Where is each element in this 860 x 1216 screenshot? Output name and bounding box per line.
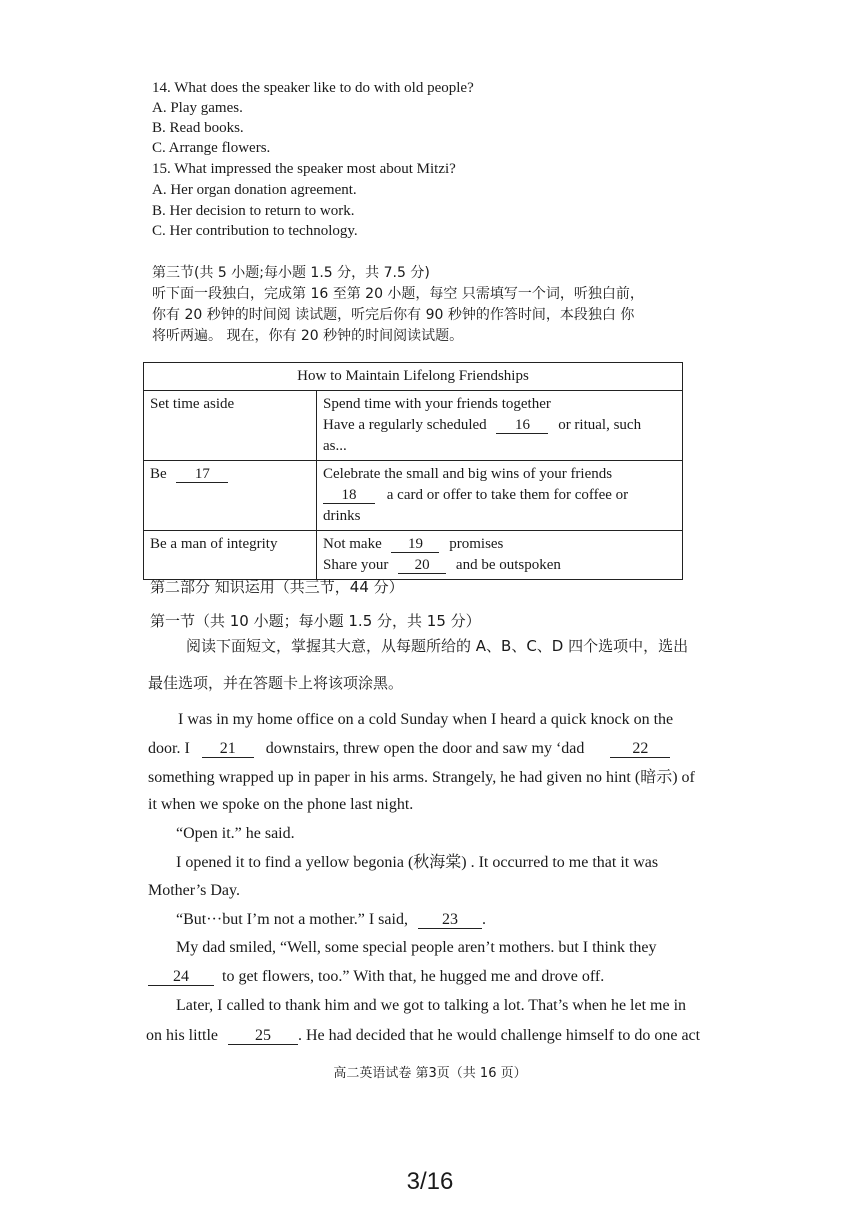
table-text: Have a regularly scheduled	[323, 417, 487, 433]
passage-line	[146, 1022, 700, 1050]
answer-blank-22[interactable]: 22	[610, 741, 670, 758]
option-15-c: C. Her contribution to technology.	[152, 223, 358, 239]
page-indicator: 3/16	[406, 1168, 454, 1195]
question-15: 15. What impressed the speaker most about Mitzi?	[152, 161, 456, 177]
option-14-b: B. Read books.	[152, 120, 244, 136]
table-cell-content	[317, 531, 683, 580]
passage-text: downstairs, threw open the door and saw my ‘dad	[265, 740, 585, 757]
table-cell-content	[317, 461, 683, 531]
friendship-table	[143, 362, 683, 580]
question-14: 14. What does the speaker like to do with old people?	[152, 80, 474, 96]
table-text: a card or offer to take them for coffee or	[386, 487, 629, 503]
answer-blank-21[interactable]: 21	[202, 741, 254, 758]
section3-instruction-2: 你有 20 秒钟的时间阅 读试题，听完后你有 90 秒钟的作答时间，本段独白 你	[152, 307, 635, 323]
table-text: promises	[449, 536, 504, 552]
option-14-a: A. Play games.	[152, 100, 243, 116]
answer-blank-16[interactable]: 16	[496, 417, 548, 434]
passage-text: .	[481, 911, 486, 928]
table-cell-content	[317, 391, 683, 461]
table-text: Share your	[323, 557, 389, 573]
table-line	[323, 415, 676, 436]
passage-line: Mother’s Day.	[148, 882, 240, 899]
option-14-c: C. Arrange flowers.	[152, 140, 271, 156]
passage-line	[148, 963, 604, 991]
passage-text: “But···but I’m not a mother.” I said,	[176, 911, 408, 928]
table-title: How to Maintain Lifelong Friendships	[144, 363, 683, 391]
table-text: Be	[150, 466, 167, 482]
table-row	[144, 461, 683, 531]
passage-text: . He had decided that he would challenge himself to do one act	[298, 1027, 701, 1044]
passage-text: door. I	[148, 740, 190, 757]
part2-section1-heading: 第一节（共 10 小题；每小题 1.5 分，共 15 分）	[150, 612, 481, 630]
table-cell-label	[144, 461, 317, 531]
table-text: or ritual, such	[558, 417, 642, 433]
table-text: Not make	[323, 536, 382, 552]
part2-instruction-2: 最佳选项，并在答题卡上将该项涂黑。	[148, 674, 404, 692]
answer-blank-23[interactable]: 23	[418, 912, 482, 929]
table-cell-label: Be a man of integrity	[144, 531, 317, 580]
part2-heading: 第二部分 知识运用（共三节，44 分）	[150, 578, 404, 596]
passage-text: to get flowers, too.” With that, he hugged me and drove off.	[222, 968, 605, 985]
passage-line: I was in my home office on a cold Sunday when I heard a quick knock on the	[178, 711, 674, 728]
passage-line: it when we spoke on the phone last night.	[148, 796, 414, 813]
table-line: Spend time with your friends together	[323, 396, 551, 412]
table-line: Celebrate the small and big wins of your friends	[323, 466, 613, 482]
page-footer: 高二英语试卷 第3页（共 16 页）	[333, 1066, 527, 1081]
section3-heading: 第三节(共 5 小题;每小题 1.5 分，共 7.5 分)	[152, 265, 430, 281]
answer-blank-25[interactable]: 25	[228, 1028, 298, 1045]
passage-text: on his little	[146, 1027, 218, 1044]
table-line	[323, 485, 676, 506]
table-line: as...	[323, 438, 347, 454]
passage-line	[148, 735, 670, 763]
table-row	[144, 391, 683, 461]
table-row	[144, 531, 683, 580]
passage-line: I opened it to find a yellow begonia (秋海棠) . It occurred to me that it was	[176, 854, 659, 871]
part2-instruction-1: 阅读下面短文，掌握其大意，从每题所给的 A、B、C、D 四个选项中，选出	[186, 637, 689, 655]
passage-line	[176, 906, 486, 934]
table-line: drinks	[323, 508, 361, 524]
option-15-a: A. Her organ donation agreement.	[152, 182, 357, 198]
passage-line: “Open it.” he said.	[176, 825, 295, 842]
answer-blank-24[interactable]: 24	[148, 969, 214, 986]
passage-line: Later, I called to thank him and we got to talking a lot. That’s when he let me in	[176, 997, 687, 1014]
table-cell-label: Set time aside	[144, 391, 317, 461]
passage-line: something wrapped up in paper in his arms. Strangely, he had given no hint (暗示) of	[148, 769, 695, 786]
answer-blank-19[interactable]: 19	[391, 536, 439, 553]
table-line	[323, 555, 676, 576]
passage-line: My dad smiled, “Well, some special people aren’t mothers. but I think they	[176, 939, 657, 956]
option-15-b: B. Her decision to return to work.	[152, 203, 355, 219]
answer-blank-20[interactable]: 20	[398, 557, 446, 574]
answer-blank-17[interactable]: 17	[176, 466, 228, 483]
table-text: and be outspoken	[455, 557, 561, 573]
table-line	[323, 534, 676, 555]
section3-instruction-1: 听下面一段独白，完成第 16 至第 20 小题，每空 只需填写一个词，听独白前，	[152, 286, 644, 302]
section3-instruction-3: 将听两遍。 现在，你有 20 秒钟的时间阅读试题。	[152, 328, 464, 344]
answer-blank-18[interactable]: 18	[323, 487, 375, 504]
